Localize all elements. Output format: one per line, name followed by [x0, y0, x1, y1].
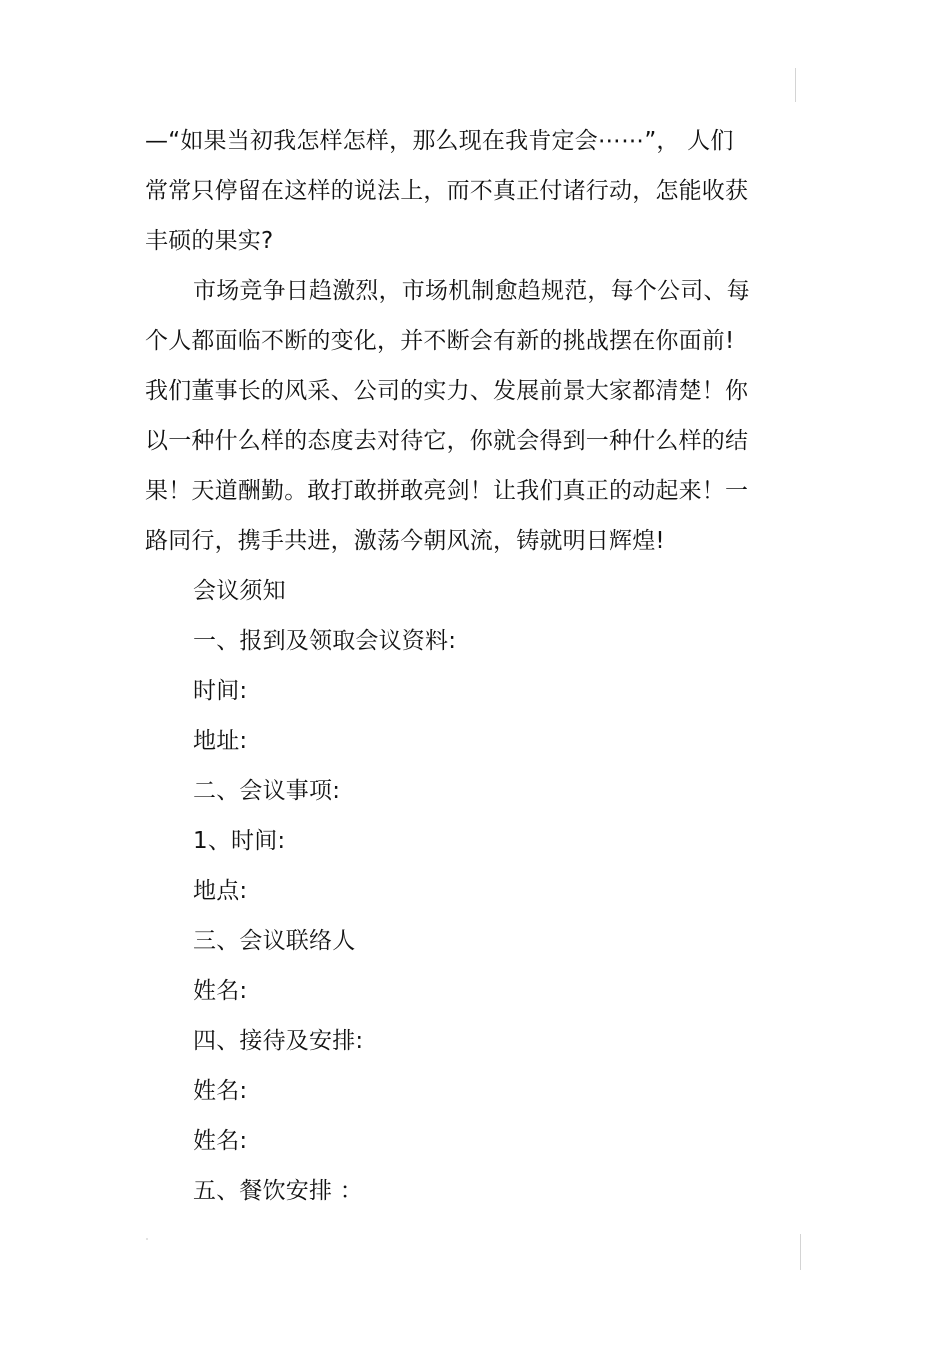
- text-line: 丰硕的果实?: [145, 228, 274, 254]
- text-line: 个人都面临不断的变化，并不断会有新的挑战摆在你面前!: [145, 328, 735, 354]
- notice-item: 姓名:: [193, 1078, 248, 1104]
- page-edge-mark-bottom: [800, 1234, 801, 1270]
- text-line: 以一种什么样的态度去对待它，你就会得到一种什么样的结: [145, 428, 749, 454]
- notice-item: 三、会议联络人: [193, 928, 356, 954]
- notice-item: 时间:: [193, 678, 248, 704]
- text-line: 我们董事长的风采、公司的实力、发展前景大家都清楚！你: [145, 378, 749, 404]
- text-line: 果！天道酬勤。敢打敢拼敢亮剑！让我们真正的动起来！一: [145, 478, 749, 504]
- notice-item: 姓名:: [193, 978, 248, 1004]
- notice-item: 地址:: [193, 728, 248, 754]
- notice-item: 1、时间:: [193, 828, 286, 854]
- notice-item: 五、餐饮安排 ：: [193, 1178, 363, 1204]
- text-line: —“如果当初我怎样怎样，那么现在我肯定会⋯⋯”， 人们: [145, 128, 734, 154]
- meeting-notice: [145, 566, 745, 1216]
- text-line: 常常只停留在这样的说法上，而不真正付诸行动，怎能收获: [145, 178, 749, 204]
- notice-item: 地点:: [193, 878, 248, 904]
- paragraph-1: [145, 116, 749, 266]
- notice-item: 二、会议事项:: [193, 778, 341, 804]
- text-line: 路同行，携手共进，激荡今朝风流，铸就明日辉煌!: [145, 528, 665, 554]
- notice-item: 一、报到及领取会议资料:: [193, 628, 457, 654]
- document-body: [145, 116, 750, 1216]
- notice-item: 姓名:: [193, 1128, 248, 1154]
- page-edge-mark-top: [795, 68, 796, 102]
- text-line: 市场竞争日趋激烈，市场机制愈趋规范，每个公司、每: [193, 278, 750, 304]
- notice-item: 四、接待及安排:: [193, 1028, 364, 1054]
- paragraph-2: [145, 266, 750, 566]
- notice-title: 会议须知: [193, 578, 286, 604]
- page-speck: [146, 1238, 148, 1240]
